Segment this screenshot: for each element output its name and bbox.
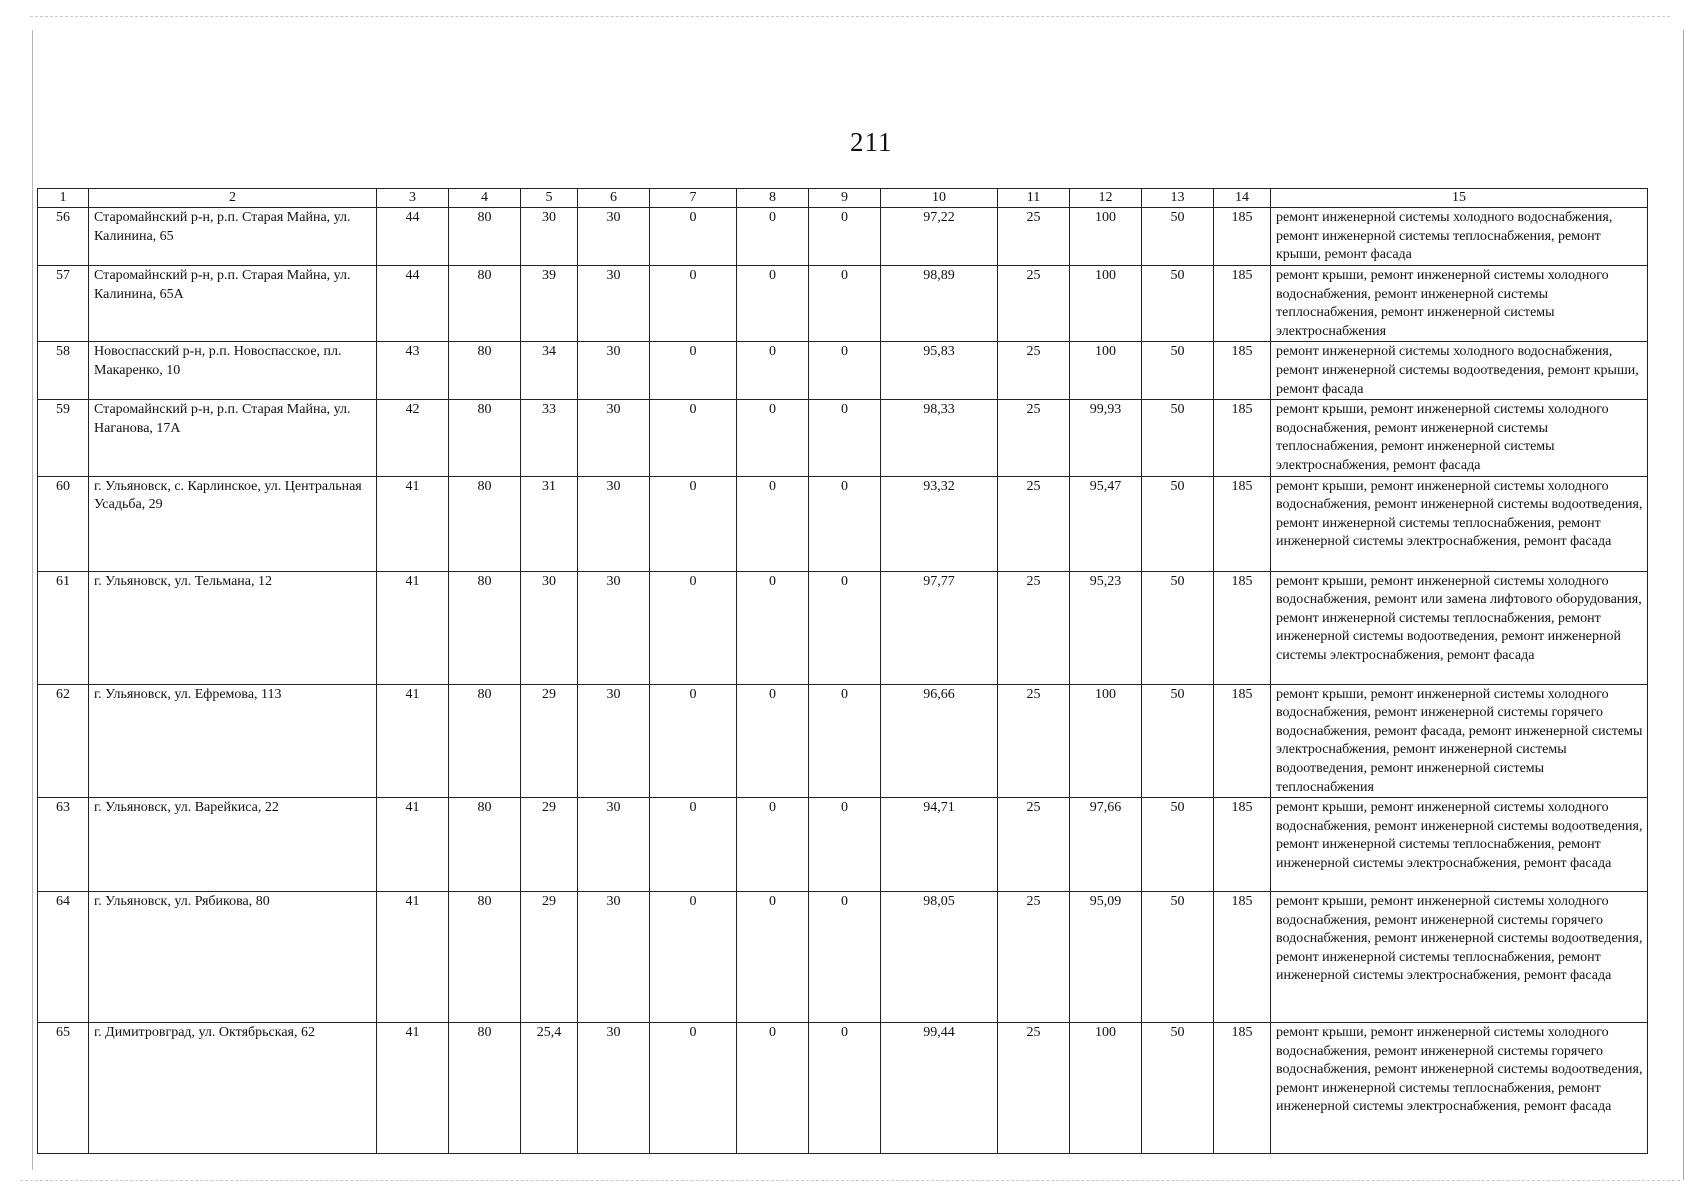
address-cell: Старомайнский р-н, р.п. Старая Майна, ул. Калинина, 65: [89, 208, 377, 266]
col5-cell: 34: [521, 342, 578, 400]
address-cell: Новоспасский р-н, р.п. Новоспасское, пл. Макаренко, 10: [89, 342, 377, 400]
col5-cell: 30: [521, 571, 578, 684]
row-number: 63: [38, 798, 89, 892]
col3-cell: 43: [377, 342, 449, 400]
col4-cell: 80: [449, 400, 521, 476]
col5-cell: 39: [521, 266, 578, 342]
column-header: 5: [521, 189, 578, 208]
col11-cell: 25: [998, 571, 1070, 684]
table-row: [38, 342, 1648, 400]
col4-cell: 80: [449, 892, 521, 1023]
col10-cell: 95,83: [881, 342, 998, 400]
row-number: 60: [38, 476, 89, 571]
table-row: [38, 476, 1648, 571]
col3-cell: 41: [377, 684, 449, 798]
col10-cell: 94,71: [881, 798, 998, 892]
col12-cell: 99,93: [1070, 400, 1142, 476]
col7-cell: 0: [650, 342, 737, 400]
col9-cell: 0: [809, 208, 881, 266]
column-header: 11: [998, 189, 1070, 208]
col5-cell: 29: [521, 892, 578, 1023]
col10-cell: 97,22: [881, 208, 998, 266]
table-row: [38, 400, 1648, 476]
col8-cell: 0: [737, 798, 809, 892]
col9-cell: 0: [809, 476, 881, 571]
works-cell: ремонт крыши, ремонт инженерной системы холодного водоснабжения, ремонт инженерной системы горячего водоснабжения, ремонт инженерной системы водоотведения, ремонт инженерной системы теплоснабжения, ремонт инженерной системы электроснабжения, ремонт фасада: [1271, 892, 1648, 1023]
col9-cell: 0: [809, 1023, 881, 1154]
works-cell: ремонт крыши, ремонт инженерной системы холодного водоснабжения, ремонт или замена лифтового оборудования, ремонт инженерной системы теплоснабжения, ремонт инженерной системы водоотведения, ремонт инженерной системы электроснабжения, ремонт фасада: [1271, 571, 1648, 684]
col14-cell: 185: [1214, 684, 1271, 798]
col9-cell: 0: [809, 798, 881, 892]
col4-cell: 80: [449, 266, 521, 342]
page-number: 211: [850, 127, 893, 157]
col13-cell: 50: [1142, 342, 1214, 400]
col10-cell: 98,05: [881, 892, 998, 1023]
row-number: 59: [38, 400, 89, 476]
works-cell: ремонт инженерной системы холодного водоснабжения, ремонт инженерной системы теплоснабжения, ремонт крыши, ремонт фасада: [1271, 208, 1648, 266]
col4-cell: 80: [449, 684, 521, 798]
col11-cell: 25: [998, 342, 1070, 400]
address-cell: г. Ульяновск, ул. Ефремова, 113: [89, 684, 377, 798]
col8-cell: 0: [737, 892, 809, 1023]
col3-cell: 44: [377, 266, 449, 342]
col3-cell: 41: [377, 798, 449, 892]
col14-cell: 185: [1214, 798, 1271, 892]
col7-cell: 0: [650, 476, 737, 571]
col8-cell: 0: [737, 208, 809, 266]
address-cell: г. Ульяновск, с. Карлинское, ул. Центральная Усадьба, 29: [89, 476, 377, 571]
works-cell: ремонт инженерной системы холодного водоснабжения, ремонт инженерной системы водоотведения, ремонт крыши, ремонт фасада: [1271, 342, 1648, 400]
column-header: 15: [1271, 189, 1648, 208]
header-row: [38, 189, 1648, 208]
address-cell: г. Ульяновск, ул. Тельмана, 12: [89, 571, 377, 684]
col12-cell: 95,23: [1070, 571, 1142, 684]
col8-cell: 0: [737, 571, 809, 684]
col4-cell: 80: [449, 571, 521, 684]
scan-border-right: [1683, 30, 1684, 1180]
col3-cell: 44: [377, 208, 449, 266]
col3-cell: 41: [377, 1023, 449, 1154]
col11-cell: 25: [998, 266, 1070, 342]
scan-border-top: [30, 16, 1670, 17]
works-cell: ремонт крыши, ремонт инженерной системы холодного водоснабжения, ремонт инженерной системы горячего водоснабжения, ремонт инженерной системы водоотведения, ремонт инженерной системы теплоснабжения, ремонт инженерной системы электроснабжения, ремонт фасада: [1271, 1023, 1648, 1154]
col5-cell: 33: [521, 400, 578, 476]
col4-cell: 80: [449, 1023, 521, 1154]
col12-cell: 100: [1070, 684, 1142, 798]
col11-cell: 25: [998, 400, 1070, 476]
col8-cell: 0: [737, 400, 809, 476]
col3-cell: 41: [377, 476, 449, 571]
col12-cell: 95,09: [1070, 892, 1142, 1023]
works-cell: ремонт крыши, ремонт инженерной системы холодного водоснабжения, ремонт инженерной системы водоотведения, ремонт инженерной системы теплоснабжения, ремонт инженерной системы электроснабжения, ремонт фасада: [1271, 476, 1648, 571]
row-number: 61: [38, 571, 89, 684]
address-cell: г. Ульяновск, ул. Варейкиса, 22: [89, 798, 377, 892]
table-row: [38, 571, 1648, 684]
address-cell: Старомайнский р-н, р.п. Старая Майна, ул. Наганова, 17А: [89, 400, 377, 476]
column-header: 13: [1142, 189, 1214, 208]
column-header: 6: [578, 189, 650, 208]
column-header: 14: [1214, 189, 1271, 208]
col6-cell: 30: [578, 1023, 650, 1154]
column-header: 7: [650, 189, 737, 208]
col14-cell: 185: [1214, 342, 1271, 400]
col10-cell: 98,89: [881, 266, 998, 342]
col6-cell: 30: [578, 684, 650, 798]
data-table: [37, 188, 1648, 1154]
col14-cell: 185: [1214, 1023, 1271, 1154]
col3-cell: 42: [377, 400, 449, 476]
column-header: 10: [881, 189, 998, 208]
col6-cell: 30: [578, 342, 650, 400]
col13-cell: 50: [1142, 892, 1214, 1023]
row-number: 58: [38, 342, 89, 400]
col7-cell: 0: [650, 266, 737, 342]
address-cell: г. Ульяновск, ул. Рябикова, 80: [89, 892, 377, 1023]
col13-cell: 50: [1142, 476, 1214, 571]
col3-cell: 41: [377, 571, 449, 684]
col14-cell: 185: [1214, 400, 1271, 476]
table-row: [38, 208, 1648, 266]
col11-cell: 25: [998, 208, 1070, 266]
col6-cell: 30: [578, 571, 650, 684]
col10-cell: 93,32: [881, 476, 998, 571]
table-row: [38, 1023, 1648, 1154]
address-cell: Старомайнский р-н, р.п. Старая Майна, ул. Калинина, 65А: [89, 266, 377, 342]
column-header: 1: [38, 189, 89, 208]
col6-cell: 30: [578, 266, 650, 342]
col7-cell: 0: [650, 798, 737, 892]
table-row: [38, 798, 1648, 892]
col7-cell: 0: [650, 400, 737, 476]
column-header: 12: [1070, 189, 1142, 208]
col3-cell: 41: [377, 892, 449, 1023]
row-number: 56: [38, 208, 89, 266]
col7-cell: 0: [650, 892, 737, 1023]
col5-cell: 29: [521, 798, 578, 892]
col12-cell: 100: [1070, 342, 1142, 400]
row-number: 62: [38, 684, 89, 798]
col4-cell: 80: [449, 342, 521, 400]
col4-cell: 80: [449, 476, 521, 571]
col8-cell: 0: [737, 342, 809, 400]
scan-border-left: [32, 30, 33, 1170]
col11-cell: 25: [998, 476, 1070, 571]
col8-cell: 0: [737, 684, 809, 798]
col14-cell: 185: [1214, 892, 1271, 1023]
col12-cell: 100: [1070, 266, 1142, 342]
col6-cell: 30: [578, 892, 650, 1023]
col9-cell: 0: [809, 342, 881, 400]
col10-cell: 98,33: [881, 400, 998, 476]
col9-cell: 0: [809, 266, 881, 342]
col14-cell: 185: [1214, 476, 1271, 571]
col6-cell: 30: [578, 208, 650, 266]
col5-cell: 30: [521, 208, 578, 266]
address-cell: г. Димитровград, ул. Октябрьская, 62: [89, 1023, 377, 1154]
col14-cell: 185: [1214, 571, 1271, 684]
col5-cell: 25,4: [521, 1023, 578, 1154]
col9-cell: 0: [809, 400, 881, 476]
col7-cell: 0: [650, 684, 737, 798]
table-row: [38, 892, 1648, 1023]
col7-cell: 0: [650, 1023, 737, 1154]
col13-cell: 50: [1142, 571, 1214, 684]
col8-cell: 0: [737, 1023, 809, 1154]
col12-cell: 100: [1070, 208, 1142, 266]
col13-cell: 50: [1142, 684, 1214, 798]
row-number: 65: [38, 1023, 89, 1154]
works-cell: ремонт крыши, ремонт инженерной системы холодного водоснабжения, ремонт инженерной системы теплоснабжения, ремонт инженерной системы электроснабжения, ремонт фасада: [1271, 400, 1648, 476]
col12-cell: 97,66: [1070, 798, 1142, 892]
col14-cell: 185: [1214, 266, 1271, 342]
col11-cell: 25: [998, 798, 1070, 892]
col5-cell: 29: [521, 684, 578, 798]
col12-cell: 100: [1070, 1023, 1142, 1154]
col14-cell: 185: [1214, 208, 1271, 266]
col9-cell: 0: [809, 684, 881, 798]
col9-cell: 0: [809, 571, 881, 684]
col8-cell: 0: [737, 476, 809, 571]
col10-cell: 99,44: [881, 1023, 998, 1154]
column-header: 3: [377, 189, 449, 208]
table-row: [38, 684, 1648, 798]
table-row: [38, 266, 1648, 342]
col5-cell: 31: [521, 476, 578, 571]
col10-cell: 97,77: [881, 571, 998, 684]
col13-cell: 50: [1142, 400, 1214, 476]
row-number: 57: [38, 266, 89, 342]
column-header: 2: [89, 189, 377, 208]
works-cell: ремонт крыши, ремонт инженерной системы холодного водоснабжения, ремонт инженерной системы водоотведения, ремонт инженерной системы теплоснабжения, ремонт инженерной системы электроснабжения, ремонт фасада: [1271, 798, 1648, 892]
works-cell: ремонт крыши, ремонт инженерной системы холодного водоснабжения, ремонт инженерной системы горячего водоснабжения, ремонт фасада, ремонт инженерной системы электроснабжения, ремонт инженерной системы водоотведения, ремонт инженерной системы теплоснабжения: [1271, 684, 1648, 798]
column-header: 9: [809, 189, 881, 208]
col12-cell: 95,47: [1070, 476, 1142, 571]
col8-cell: 0: [737, 266, 809, 342]
col10-cell: 96,66: [881, 684, 998, 798]
col11-cell: 25: [998, 684, 1070, 798]
col13-cell: 50: [1142, 208, 1214, 266]
col11-cell: 25: [998, 892, 1070, 1023]
col13-cell: 50: [1142, 266, 1214, 342]
col6-cell: 30: [578, 476, 650, 571]
col6-cell: 30: [578, 798, 650, 892]
scan-border-bottom: [20, 1180, 1680, 1181]
col4-cell: 80: [449, 208, 521, 266]
col13-cell: 50: [1142, 1023, 1214, 1154]
col11-cell: 25: [998, 1023, 1070, 1154]
column-header: 4: [449, 189, 521, 208]
column-header: 8: [737, 189, 809, 208]
row-number: 64: [38, 892, 89, 1023]
col4-cell: 80: [449, 798, 521, 892]
col9-cell: 0: [809, 892, 881, 1023]
col13-cell: 50: [1142, 798, 1214, 892]
works-cell: ремонт крыши, ремонт инженерной системы холодного водоснабжения, ремонт инженерной системы теплоснабжения, ремонт инженерной системы электроснабжения: [1271, 266, 1648, 342]
col7-cell: 0: [650, 208, 737, 266]
col6-cell: 30: [578, 400, 650, 476]
col7-cell: 0: [650, 571, 737, 684]
